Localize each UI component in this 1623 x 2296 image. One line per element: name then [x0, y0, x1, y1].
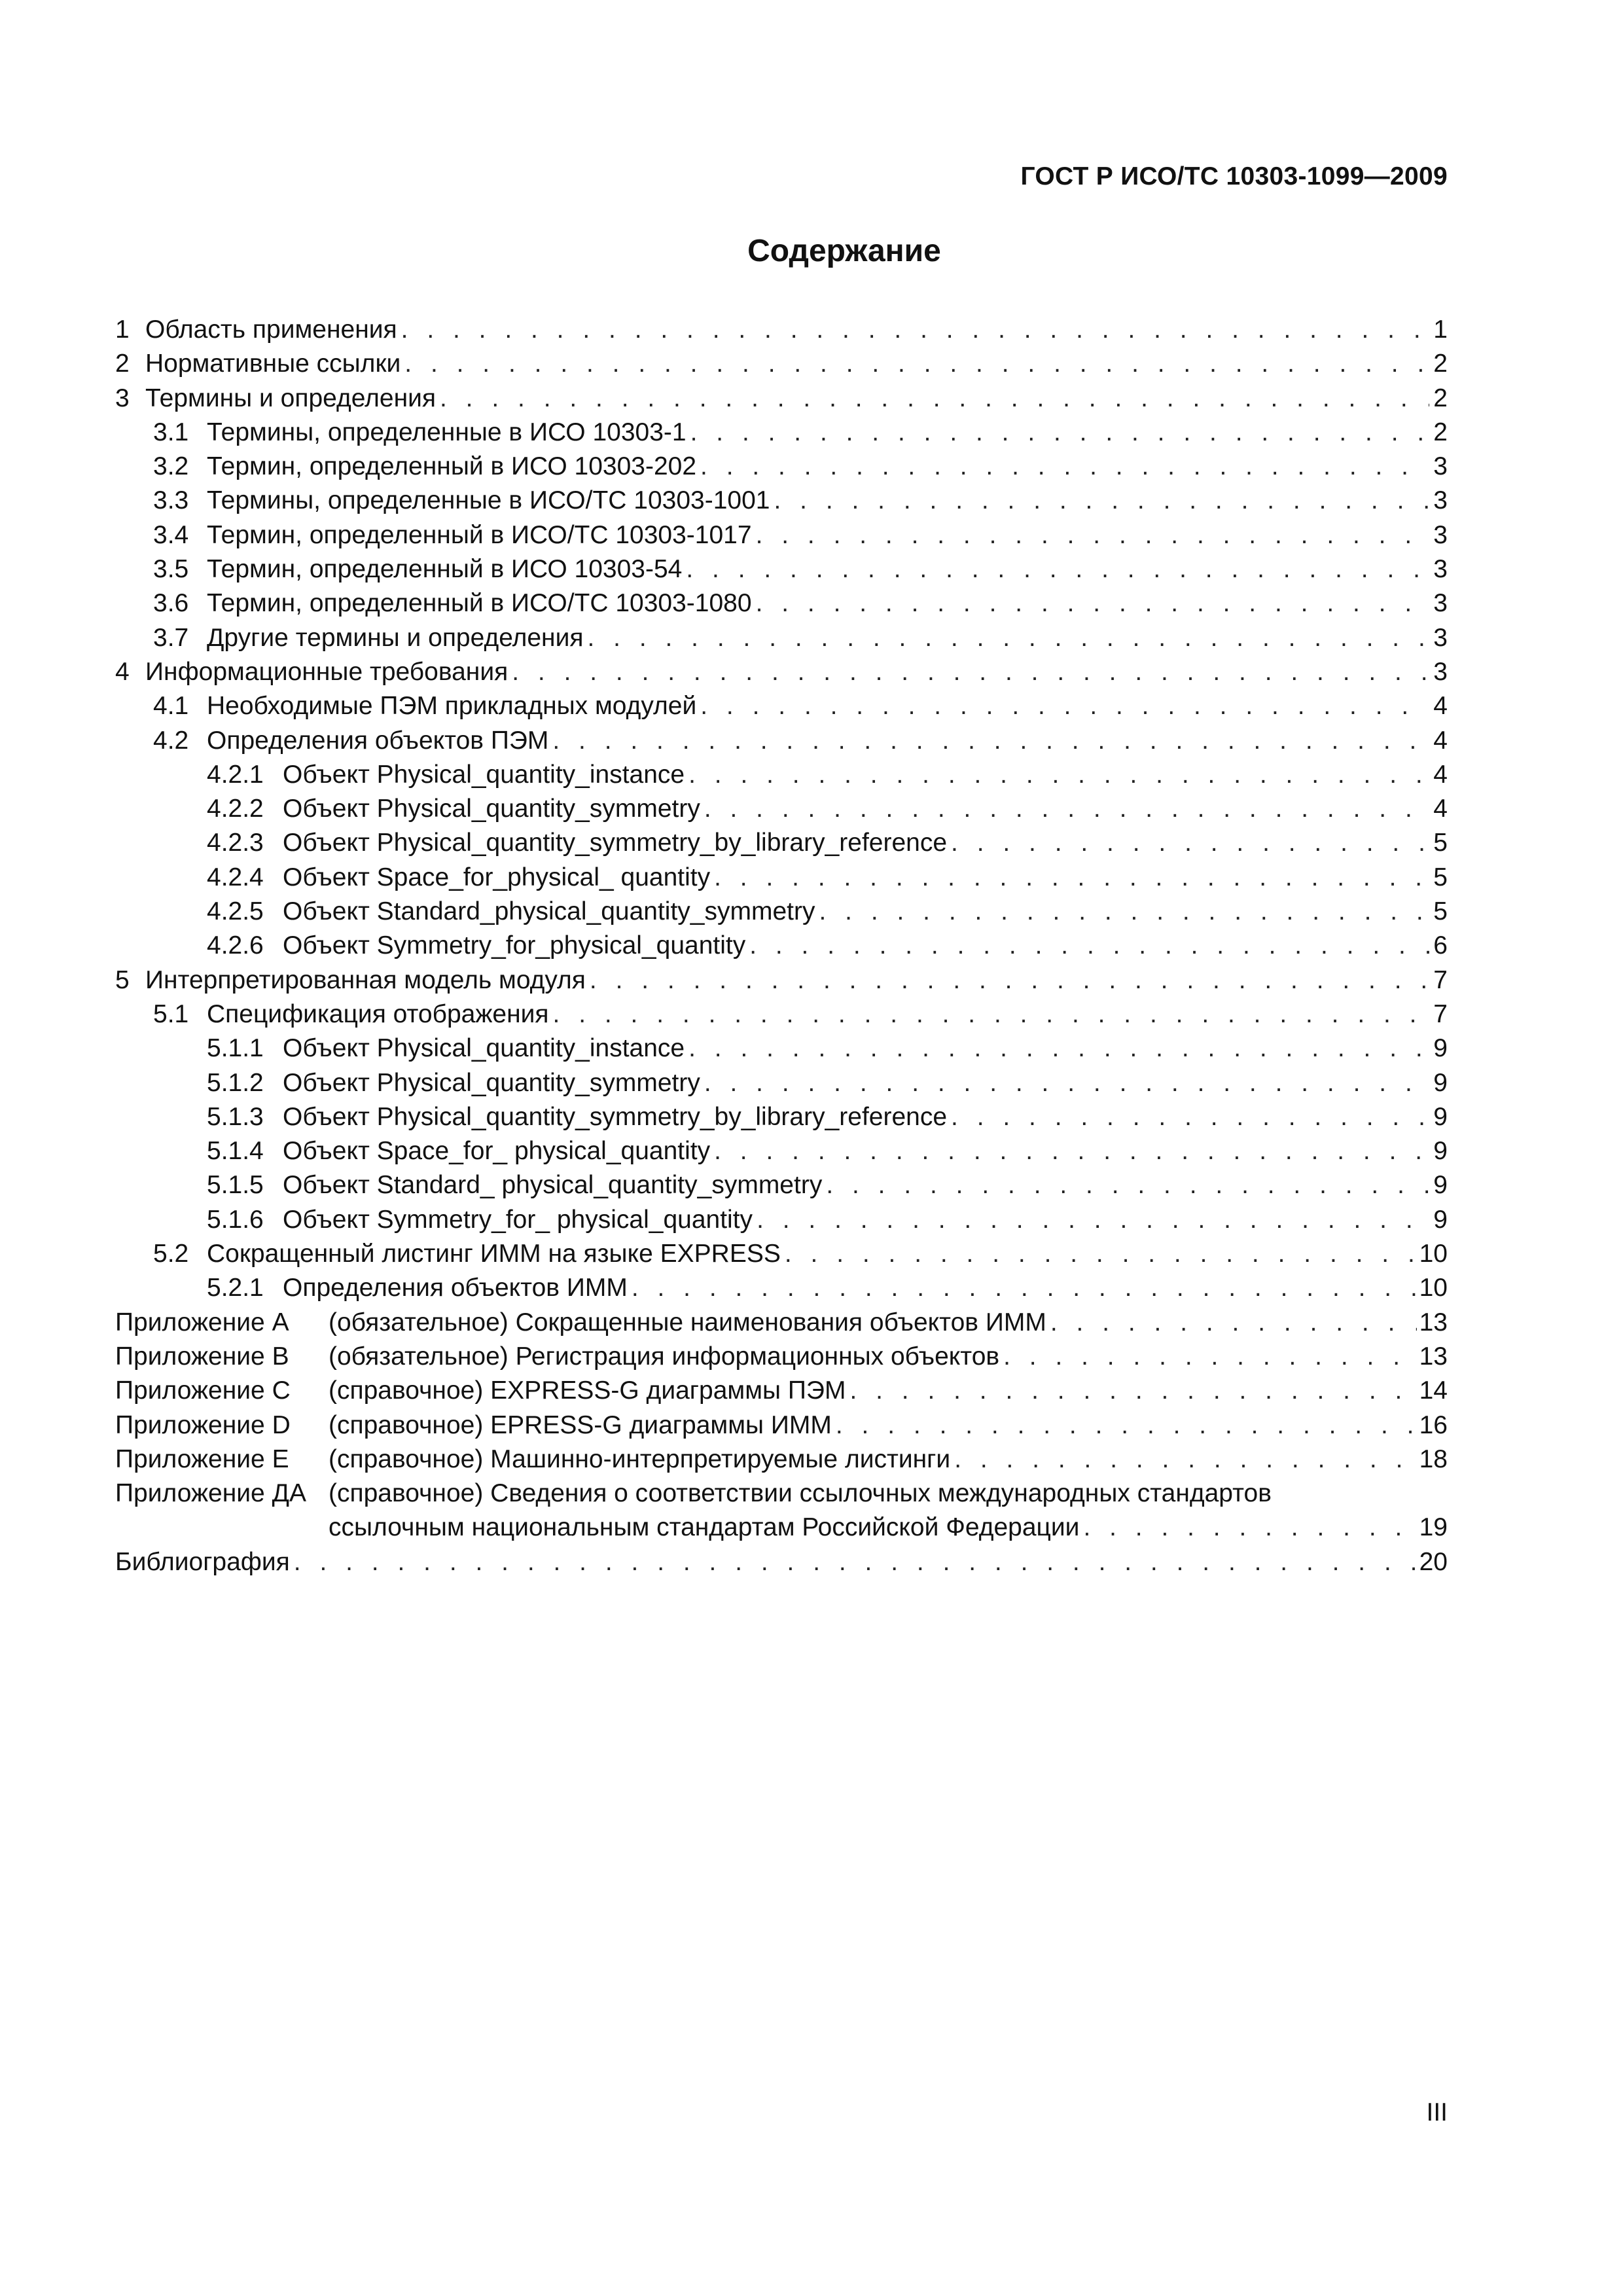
toc-entry-5-1[interactable] — [115, 997, 1448, 1031]
toc-entry-title: (справочное) EXPRESS-G диаграммы ПЭМ — [329, 1376, 846, 1405]
toc-entry-title: Объект Physical_quantity_instance — [283, 1034, 685, 1063]
toc-entry-3-4[interactable] — [115, 518, 1448, 552]
leader-dots — [756, 518, 1429, 552]
toc-entry-4-2-5[interactable] — [115, 895, 1448, 929]
toc-entry-number: 3.3 — [153, 486, 189, 515]
toc-entry-number: 4 — [115, 657, 130, 686]
toc-entry-4[interactable] — [115, 655, 1448, 689]
leader-dots — [756, 586, 1429, 620]
toc-entry-number: 4.2.2 — [207, 795, 264, 823]
appendix-label: Приложение Е — [115, 1444, 289, 1473]
toc-entry-title-line1: (справочное) Сведения о соответствии ссылочных международных стандартов — [329, 1479, 1272, 1508]
leader-dots — [749, 929, 1429, 963]
leader-dots — [849, 1374, 1416, 1408]
toc-entry-number: 4.2.1 — [207, 760, 264, 789]
toc-entry-5-1-4[interactable] — [115, 1134, 1448, 1168]
toc-entry-page: 10 — [1419, 1240, 1448, 1268]
toc-entry-page: 7 — [1433, 999, 1448, 1028]
toc-entry-number: 4.2.4 — [207, 863, 264, 891]
toc-entry-title: Термины, определенные в ИСО/ТС 10303-1001 — [207, 486, 770, 515]
toc-entry-page: 2 — [1433, 418, 1448, 446]
toc-entry-number: 3.7 — [153, 623, 189, 652]
toc-entry-title: Объект Symmetry_for_ physical_quantity — [283, 1205, 753, 1234]
leader-dots — [954, 1443, 1416, 1477]
toc-entry-title: Термины и определения — [145, 384, 437, 412]
leader-dots — [757, 1203, 1429, 1237]
toc-entry-page: 3 — [1433, 520, 1448, 549]
toc-entry-title: Объект Space_for_physical_ quantity — [283, 863, 711, 891]
leader-dots — [690, 416, 1429, 450]
leader-dots — [704, 1066, 1429, 1100]
toc-entry-appendix-a[interactable] — [115, 1306, 1448, 1340]
toc-entry-number: 4.2.6 — [207, 931, 264, 960]
leader-dots — [951, 826, 1429, 860]
toc-entry-page: 7 — [1433, 965, 1448, 994]
toc-entry-page: 5 — [1433, 897, 1448, 926]
toc-entry-page: 9 — [1433, 1137, 1448, 1166]
toc-entry-page: 4 — [1433, 795, 1448, 823]
toc-entry-5-1-1[interactable] — [115, 1031, 1448, 1066]
toc-entry-page: 3 — [1433, 555, 1448, 584]
toc-entry-title: Другие термины и определения — [207, 623, 584, 652]
toc-entry-page: 9 — [1433, 1068, 1448, 1097]
toc-entry-page: 14 — [1419, 1376, 1448, 1405]
toc-entry-page: 3 — [1433, 486, 1448, 515]
toc-entry-number: 5.1.3 — [207, 1102, 264, 1131]
toc-entry-number: 4.2 — [153, 726, 189, 755]
toc-entry-page: 3 — [1433, 623, 1448, 652]
toc-entry-5-2-1[interactable] — [115, 1271, 1448, 1305]
appendix-label: Приложение ДА — [115, 1479, 307, 1508]
toc-entry-title: (обязательное) Сокращенные наименования объектов ИММ — [329, 1308, 1046, 1336]
toc-entry-title: Объект Physical_quantity_symmetry — [283, 795, 700, 823]
page-number: III — [1426, 2098, 1448, 2126]
table-of-contents — [115, 313, 1448, 1579]
leader-dots — [785, 1237, 1417, 1271]
toc-entry-5-1-6[interactable] — [115, 1203, 1448, 1237]
appendix-label: Приложение С — [115, 1376, 291, 1405]
toc-entry-page: 5 — [1433, 863, 1448, 891]
leader-dots — [588, 621, 1430, 655]
leader-dots — [440, 382, 1429, 416]
toc-entry-title: Определения объектов ПЭМ — [207, 726, 549, 755]
toc-entry-title: Объект Physical_quantity_symmetry_by_library_reference — [283, 1102, 948, 1131]
toc-entry-5[interactable] — [115, 963, 1448, 997]
toc-entry-number: 5 — [115, 965, 130, 994]
toc-entry-title: Термины, определенные в ИСО 10303-1 — [207, 418, 687, 446]
toc-entry-number: 3.4 — [153, 520, 189, 549]
toc-entry-bibliography[interactable] — [115, 1545, 1448, 1579]
toc-entry-page: 2 — [1433, 350, 1448, 378]
toc-entry-4-2-4[interactable] — [115, 861, 1448, 895]
toc-entry-5-1-3[interactable] — [115, 1100, 1448, 1134]
toc-entry-4-2-2[interactable] — [115, 792, 1448, 826]
toc-entry-number: 3.2 — [153, 452, 189, 481]
toc-entry-title: Объект Standard_physical_quantity_symmetry — [283, 897, 815, 926]
toc-entry-page: 5 — [1433, 829, 1448, 857]
toc-entry-number: 1 — [115, 315, 130, 344]
toc-entry-number: 3.5 — [153, 555, 189, 584]
toc-entry-title: Библиография — [115, 1547, 290, 1576]
toc-entry-title: Термин, определенный в ИСО/ТС 10303-1080 — [207, 589, 752, 618]
toc-entry-number: 4.2.5 — [207, 897, 264, 926]
toc-entry-page: 10 — [1419, 1274, 1448, 1302]
leader-dots — [700, 689, 1429, 723]
toc-entry-number: 5.2.1 — [207, 1274, 264, 1302]
toc-entry-title: Объект Symmetry_for_physical_quantity — [283, 931, 746, 960]
toc-entry-number: 5.1.4 — [207, 1137, 264, 1166]
toc-entry-3-7[interactable] — [115, 621, 1448, 655]
toc-entry-4-1[interactable] — [115, 689, 1448, 723]
leader-dots — [700, 450, 1429, 484]
leader-dots — [688, 758, 1429, 792]
toc-entry-4-2-6[interactable] — [115, 929, 1448, 963]
toc-entry-4-2[interactable] — [115, 724, 1448, 758]
page-title: Содержание — [747, 234, 941, 268]
leader-dots — [632, 1271, 1417, 1305]
toc-entry-page: 18 — [1419, 1444, 1448, 1473]
leader-dots — [1050, 1306, 1417, 1340]
toc-entry-1[interactable] — [115, 313, 1448, 347]
toc-entry-title: Область применения — [145, 315, 397, 344]
toc-entry-number: 5.1.5 — [207, 1171, 264, 1200]
toc-entry-page: 20 — [1419, 1547, 1448, 1576]
toc-entry-appendix-da[interactable] — [115, 1477, 1448, 1545]
toc-entry-title: Объект Physical_quantity_symmetry_by_library_reference — [283, 829, 948, 857]
toc-entry-title: Объект Space_for_ physical_quantity — [283, 1137, 711, 1166]
toc-entry-title: Нормативные ссылки — [145, 350, 401, 378]
toc-entry-title: Информационные требования — [145, 657, 508, 686]
toc-entry-title: Необходимые ПЭМ прикладных модулей — [207, 692, 697, 721]
toc-entry-title: (справочное) EPRESS-G диаграммы ИММ — [329, 1410, 832, 1439]
leader-dots — [590, 963, 1429, 997]
leader-dots — [401, 313, 1429, 347]
toc-entry-title: (обязательное) Регистрация информационных объектов — [329, 1342, 1000, 1371]
leader-dots — [704, 792, 1429, 826]
toc-entry-3[interactable] — [115, 382, 1448, 416]
appendix-label: Приложение D — [115, 1410, 291, 1439]
toc-entry-title: Объект Standard_ physical_quantity_symmetry — [283, 1171, 823, 1200]
leader-dots — [512, 655, 1429, 689]
leader-dots — [404, 347, 1429, 381]
toc-entry-page: 9 — [1433, 1205, 1448, 1234]
toc-entry-title: Спецификация отображения — [207, 999, 549, 1028]
toc-entry-title: Термин, определенный в ИСО 10303-202 — [207, 452, 697, 481]
toc-entry-page: 9 — [1433, 1034, 1448, 1063]
toc-entry-page: 4 — [1433, 726, 1448, 755]
toc-entry-title: (справочное) Машинно-интерпретируемые листинги — [329, 1444, 951, 1473]
leader-dots — [686, 552, 1429, 586]
toc-entry-3-2[interactable] — [115, 450, 1448, 484]
leader-dots — [826, 1168, 1429, 1202]
toc-entry-number: 5.1 — [153, 999, 189, 1028]
toc-entry-3-3[interactable] — [115, 484, 1448, 518]
toc-entry-3-1[interactable] — [115, 416, 1448, 450]
toc-entry-title: Определения объектов ИММ — [283, 1274, 628, 1302]
toc-entry-page: 2 — [1433, 384, 1448, 412]
toc-entry-page: 9 — [1433, 1171, 1448, 1200]
leader-dots — [553, 997, 1429, 1031]
toc-entry-title-line2: ссылочным национальным стандартам Российской Федерации — [329, 1513, 1080, 1542]
toc-entry-number: 3.6 — [153, 589, 189, 618]
toc-entry-title: Интерпретированная модель модуля — [145, 965, 586, 994]
leader-dots — [552, 724, 1429, 758]
toc-entry-number: 4.1 — [153, 692, 189, 721]
toc-entry-title: Термин, определенный в ИСО 10303-54 — [207, 555, 683, 584]
toc-entry-page: 4 — [1433, 760, 1448, 789]
toc-entry-4-2-1[interactable] — [115, 758, 1448, 792]
toc-entry-3-5[interactable] — [115, 552, 1448, 586]
toc-entry-page: 19 — [1419, 1513, 1448, 1542]
toc-entry-number: 5.2 — [153, 1240, 189, 1268]
leader-dots — [1003, 1340, 1416, 1374]
toc-entry-number: 5.1.1 — [207, 1034, 264, 1063]
toc-entry-title: Сокращенный листинг ИММ на языке EXPRESS — [207, 1240, 781, 1268]
leader-dots — [1083, 1511, 1416, 1545]
toc-entry-number: 2 — [115, 350, 130, 378]
toc-entry-number: 5.1.2 — [207, 1068, 264, 1097]
toc-entry-page: 4 — [1433, 692, 1448, 721]
toc-entry-title: Объект Physical_quantity_symmetry — [283, 1068, 700, 1097]
appendix-label: Приложение В — [115, 1342, 289, 1371]
toc-entry-3-6[interactable] — [115, 586, 1448, 620]
toc-entry-number: 3.1 — [153, 418, 189, 446]
toc-entry-title: Объект Physical_quantity_instance — [283, 760, 685, 789]
toc-entry-4-2-3[interactable] — [115, 826, 1448, 860]
toc-entry-appendix-d[interactable] — [115, 1408, 1448, 1443]
toc-entry-page: 1 — [1433, 315, 1448, 344]
toc-entry-page: 13 — [1419, 1308, 1448, 1336]
toc-entry-page: 16 — [1419, 1410, 1448, 1439]
toc-entry-appendix-e[interactable] — [115, 1443, 1448, 1477]
toc-entry-number: 5.1.6 — [207, 1205, 264, 1234]
leader-dots — [688, 1031, 1429, 1066]
leader-dots — [951, 1100, 1429, 1134]
leader-dots — [774, 484, 1430, 518]
appendix-label: Приложение А — [115, 1308, 289, 1336]
toc-entry-5-1-2[interactable] — [115, 1066, 1448, 1100]
toc-entry-number: 4.2.3 — [207, 829, 264, 857]
toc-entry-title: Термин, определенный в ИСО/ТС 10303-1017 — [207, 520, 752, 549]
toc-entry-5-1-5[interactable] — [115, 1168, 1448, 1202]
leader-dots — [294, 1545, 1417, 1579]
document-code: ГОСТ Р ИСО/ТС 10303-1099—2009 — [1020, 162, 1448, 190]
toc-entry-number: 3 — [115, 384, 130, 412]
toc-entry-page: 9 — [1433, 1102, 1448, 1131]
toc-entry-page: 13 — [1419, 1342, 1448, 1371]
toc-entry-page: 3 — [1433, 452, 1448, 481]
toc-entry-appendix-b[interactable] — [115, 1340, 1448, 1374]
toc-entry-page: 3 — [1433, 657, 1448, 686]
toc-entry-page: 6 — [1433, 931, 1448, 960]
leader-dots — [714, 861, 1429, 895]
leader-dots — [836, 1408, 1417, 1443]
leader-dots — [714, 1134, 1429, 1168]
leader-dots — [819, 895, 1429, 929]
toc-entry-appendix-c[interactable] — [115, 1374, 1448, 1408]
toc-entry-5-2[interactable] — [115, 1237, 1448, 1271]
toc-entry-2[interactable] — [115, 347, 1448, 381]
toc-entry-page: 3 — [1433, 589, 1448, 618]
